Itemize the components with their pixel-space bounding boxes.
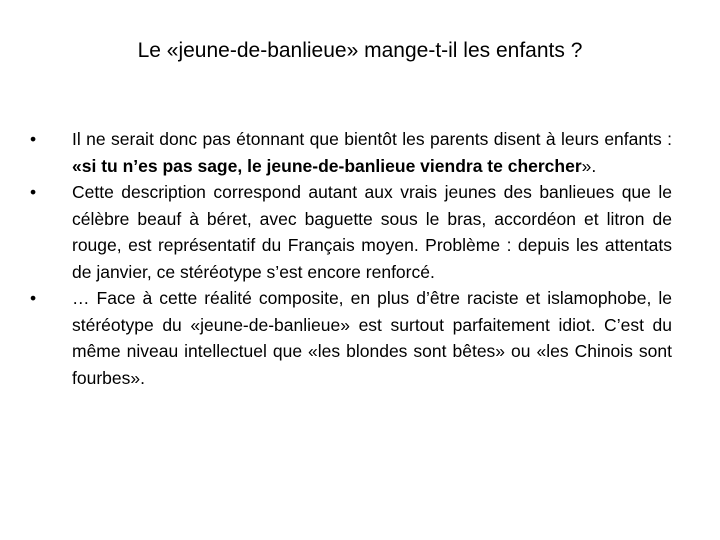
slide-title: Le «jeune-de-banlieue» mange-t-il les enfants ? [137, 39, 583, 62]
bullet-text-bold: «si tu n’es pas sage, le jeune-de-banlieue viendra te chercher [72, 155, 582, 176]
bullet-dot: • [30, 288, 37, 308]
bullet-text-after: ». [581, 155, 597, 176]
bullet-dot: • [30, 182, 37, 202]
bullet-item [30, 126, 672, 179]
bullet-text: Cette description correspond autant aux vrais jeunes des banlieues que le célèbre beauf à béret, avec baguette sous le bras, accordéon et litron de rouge, est représentatif du Français moyen. Problème : depuis les attentats de janvier, ce stéréotype s’est encore renforcé. [72, 182, 672, 282]
bullet-text: … Face à cette réalité composite, en plus d’être raciste et islamophobe, le stéréotype du «jeune-de-banlieue» est surtout parfaitement idiot. C’est du même niveau intellectuel que «les blondes sont bêtes» ou «les Chinois sont fourbes». [72, 288, 672, 388]
bullet-item [30, 179, 672, 285]
bullet-item [30, 285, 672, 391]
bullet-text-before: Il ne serait donc pas étonnant que bientôt les parents disent à leurs enfants : [72, 129, 672, 149]
bullet-text [72, 129, 672, 176]
bullet-list [30, 126, 672, 391]
bullet-dot: • [30, 129, 37, 149]
